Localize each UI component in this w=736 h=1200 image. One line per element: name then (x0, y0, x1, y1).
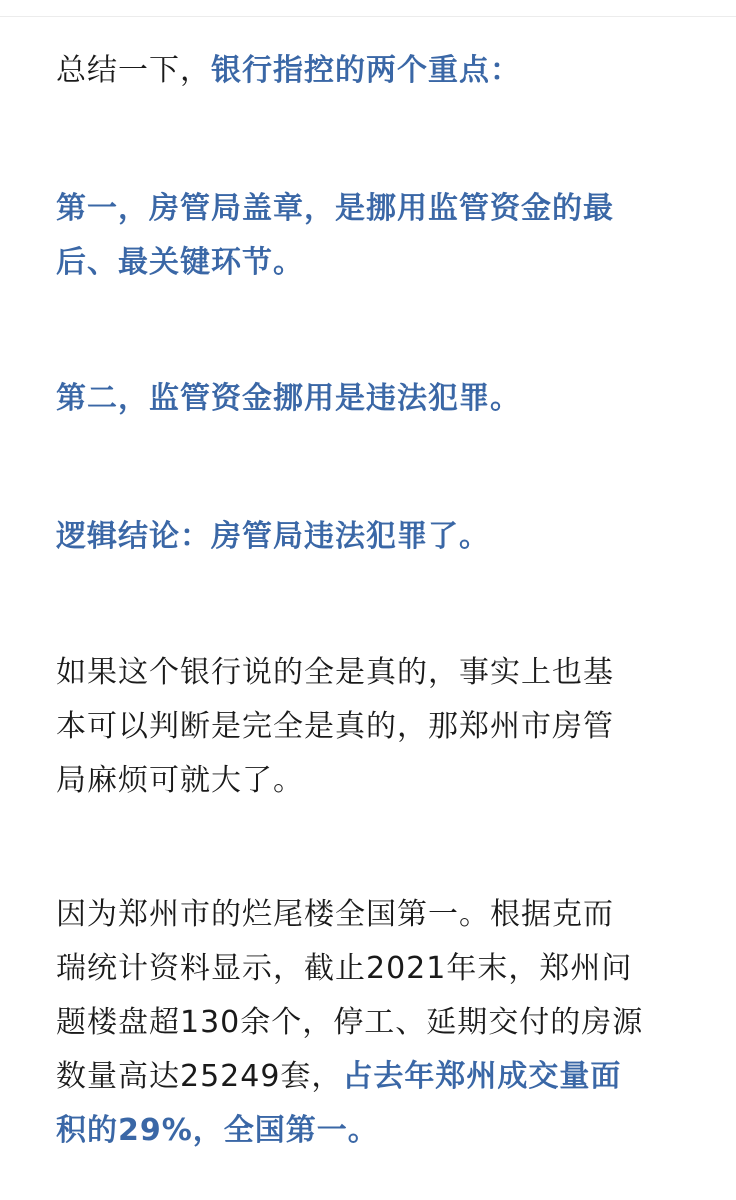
point-one-line-1: 第一，房管局盖章，是挪用监管资金的最 (56, 191, 614, 226)
point-one-paragraph (56, 182, 686, 290)
statistics-line-3: 题楼盘超130余个，停工、延期交付的房源 (56, 1005, 644, 1040)
statistics-line-5: 积的29%，全国第一。 (56, 1113, 379, 1148)
bank-claim-line-1: 如果这个银行说的全是真的，事实上也基 (56, 655, 614, 690)
top-divider (0, 16, 736, 17)
statistics-line-4 (56, 1050, 686, 1104)
point-one-line-2: 后、最关键环节。 (56, 245, 304, 280)
summary-prefix: 总结一下， (56, 53, 211, 88)
statistics-line-4-plain: 数量高达25249套， (56, 1059, 343, 1094)
summary-paragraph (56, 44, 686, 98)
summary-highlight: 银行指控的两个重点： (211, 53, 521, 88)
bank-claim-line-3: 局麻烦可就大了。 (56, 763, 304, 798)
point-two-paragraph (56, 372, 686, 426)
statistics-line-2: 瑞统计资料显示，截止2021年末，郑州问 (56, 951, 633, 986)
conclusion-line-1: 逻辑结论：房管局违法犯罪了。 (56, 519, 490, 554)
bank-claim-line-2: 本可以判断是完全是真的，那郑州市房管 (56, 709, 614, 744)
statistics-paragraph (56, 888, 686, 1158)
bank-claim-paragraph (56, 646, 686, 808)
statistics-line-1: 因为郑州市的烂尾楼全国第一。根据克而 (56, 897, 614, 932)
point-two-line-1: 第二，监管资金挪用是违法犯罪。 (56, 381, 521, 416)
statistics-line-4-highlight: 占去年郑州成交量面 (342, 1059, 622, 1094)
conclusion-paragraph (56, 510, 686, 564)
